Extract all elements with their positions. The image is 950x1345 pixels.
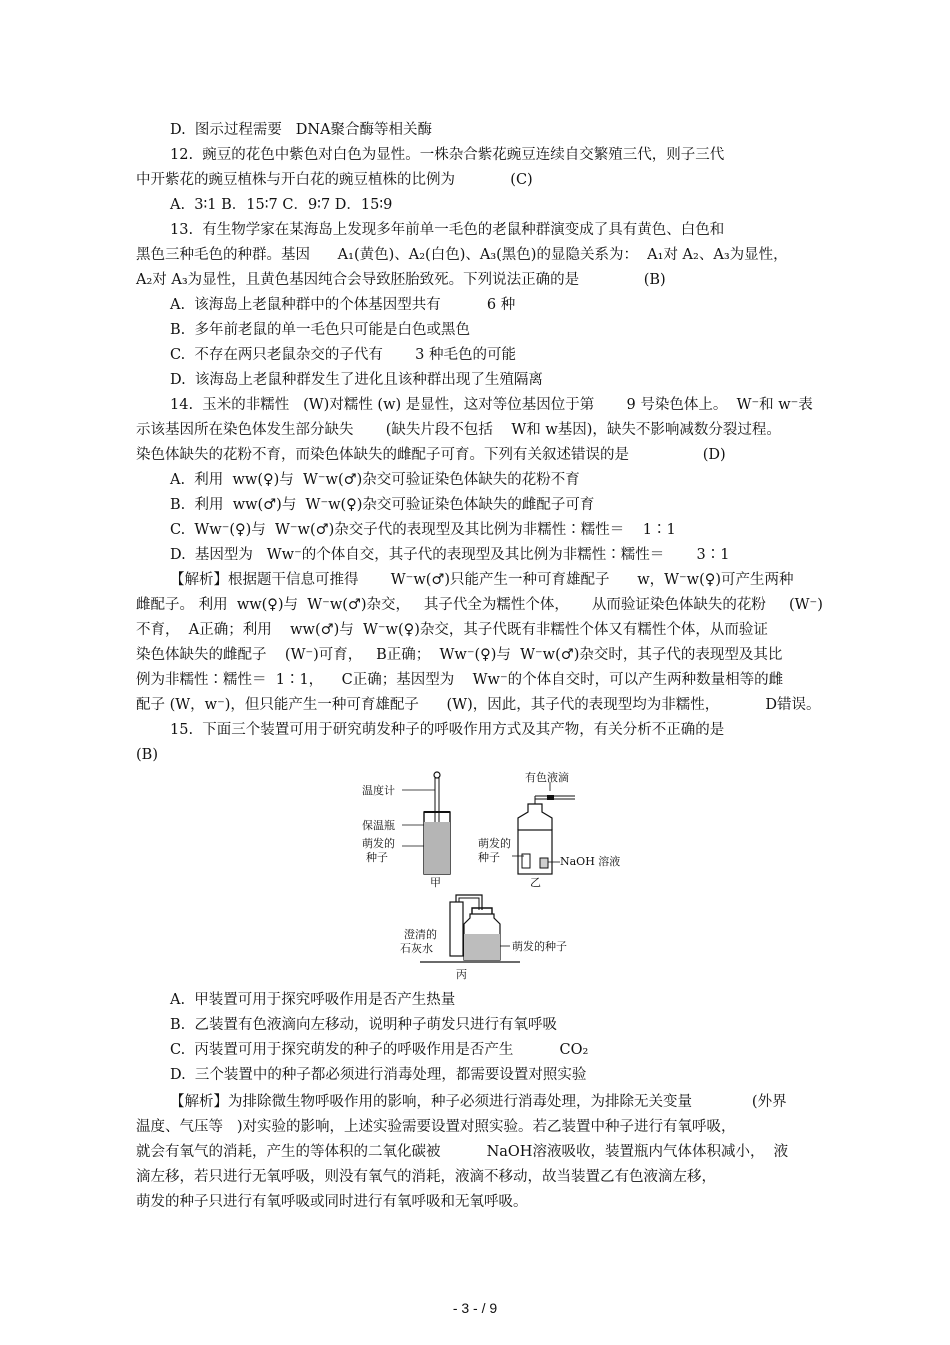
q14-option-c: C. Ww⁻(♀)与 W⁻w(♂)杂交子代的表现型及其比例为非糯性∶糯性＝ 1∶1 xyxy=(170,522,676,538)
label-colored-drop: 有色液滴 xyxy=(525,771,569,784)
label-flask: 保温瓶 xyxy=(362,819,395,832)
label-limewater: 澄清的 xyxy=(404,928,437,941)
q15-analysis-line5: 萌发的种子只进行有氧呼吸或同时进行有氧呼吸和无氧呼吸。 xyxy=(136,1194,528,1210)
q15-stem-line2: (B) xyxy=(136,747,158,763)
apparatus-bing xyxy=(400,895,567,981)
q15-option-b: B. 乙装置有色液滴向左移动，说明种子萌发只进行有氧呼吸 xyxy=(170,1017,557,1033)
q14-option-d: D. 基因型为 Ww⁻的个体自交，其子代的表现型及其比例为非糯性∶糯性＝ 3∶1 xyxy=(170,547,730,563)
caption-yi: 乙 xyxy=(530,876,541,889)
label-yi-seeds: 萌发的 xyxy=(478,837,511,850)
q12-options: A. 3∶1 B．15∶7 C．9∶7 D．15∶9 xyxy=(170,197,393,213)
q12-stem-line2: 中开紫花的豌豆植株与开白花的豌豆植株的比例为 (C) xyxy=(136,172,533,188)
q15-analysis-line2: 温度、气压等 )对实验的影响，上述实验需要设置对照实验。若乙装置中种子进行有氧呼吸， xyxy=(136,1119,736,1135)
q13-stem-line1: 13. 有生物学家在某海岛上发现多年前单一毛色的老鼠种群演变成了具有黄色、白色和 xyxy=(170,222,725,238)
q13-stem-line3: A₂对 A₃为显性，且黄色基因纯合会导致胚胎致死。下列说法正确的是 (B) xyxy=(136,272,666,288)
label-thermometer: 温度计 xyxy=(362,784,395,797)
q15-analysis-line3: 就会有氧气的消耗，产生的等体积的二氧化碳被 NaOH溶液吸收，装置瓶内气体体积减小， 液 xyxy=(136,1144,789,1160)
q15-stem-line1: 15. 下面三个装置可用于研究萌发种子的呼吸作用方式及其产物，有关分析不正确的是 xyxy=(170,722,725,738)
q14-analysis-line6: 配子 (W，w⁻)，但只能产生一种可育雄配子 (W)，因此，其子代的表现型均为非糯性， D错误。 xyxy=(136,697,821,713)
q13-option-b: B. 多年前老鼠的单一毛色只可能是白色或黑色 xyxy=(170,322,470,338)
caption-bing: 丙 xyxy=(456,968,467,981)
q15-analysis-line1: 【解析】为排除微生物呼吸作用的影响，种子必须进行消毒处理，为排除无关变量 (外界 xyxy=(170,1094,787,1110)
q14-stem-line3: 染色体缺失的花粉不育，而染色体缺失的雌配子可育。下列有关叙述错误的是 (D) xyxy=(136,447,726,463)
q14-option-a: A. 利用 ww(♀)与 W⁻w(♂)杂交可验证染色体缺失的花粉不育 xyxy=(170,472,580,488)
label-limewater2: 石灰水 xyxy=(400,942,433,955)
q14-analysis-line3: 不育， A正确；利用 ww(♂)与 W⁻w(♀)杂交，其子代既有非糯性个体又有糯性个体，从而验证 xyxy=(136,622,768,638)
q12-stem-line1: 12. 豌豆的花色中紫色对白色为显性。一株杂合紫花豌豆连续自交繁殖三代，则子三代 xyxy=(170,147,725,163)
q14-analysis-line1: 【解析】根据题干信息可推得 W⁻w(♂)只能产生一种可育雄配子 w，W⁻w(♀)可产生两种 xyxy=(170,572,794,588)
q15-analysis-line4: 滴左移，若只进行无氧呼吸，则没有氧气的消耗，液滴不移动，故当装置乙有色液滴左移， xyxy=(136,1169,716,1185)
q14-analysis-line2: 雌配子。 利用 ww(♀)与 W⁻w(♂)杂交， 其子代全为糯性个体， 从而验证染色体缺失的花粉 (W⁻) xyxy=(136,597,823,613)
apparatus-jia xyxy=(362,772,450,889)
q14-stem-line1: 14. 玉米的非糯性 (W)对糯性 (w) 是显性，这对等位基因位于第 9 号染色体上。 W⁻和 w⁻表 xyxy=(170,397,813,413)
label-jia-seeds: 萌发的 xyxy=(362,837,395,850)
q13-stem-line2: 黑色三种毛色的种群。基因 A₁(黄色)、A₂(白色)、A₃(黑色)的显隐关系为： A₁对 A₂、A₃为显性， xyxy=(136,247,788,263)
q13-option-a: A. 该海岛上老鼠种群中的个体基因型共有 6 种 xyxy=(170,297,516,313)
label-bing-seeds: 萌发的种子 xyxy=(512,940,567,953)
label-jia-seeds2: 种子 xyxy=(366,851,388,864)
label-yi-seeds2: 种子 xyxy=(478,851,500,864)
q13-option-c: C. 不存在两只老鼠杂交的子代有 3 种毛色的可能 xyxy=(170,347,517,363)
q14-option-b: B. 利用 ww(♂)与 W⁻w(♀)杂交可验证染色体缺失的雌配子可育 xyxy=(170,497,595,513)
q15-option-c: C. 丙装置可用于探究萌发的种子的呼吸作用是否产生 CO₂ xyxy=(170,1042,589,1058)
q13-option-d: D. 该海岛上老鼠种群发生了进化且该种群出现了生殖隔离 xyxy=(170,372,543,388)
q14-analysis-line5: 例为非糯性∶糯性＝ 1∶1， C正确；基因型为 Ww⁻的个体自交时，可以产生两种数量相等的雌 xyxy=(136,672,784,688)
page-number: - 3 - / 9 xyxy=(452,1300,498,1316)
experiment-apparatus-figure xyxy=(360,768,620,983)
q14-analysis-line4: 染色体缺失的雌配子 (W⁻)可育， B正确； Ww⁻(♀)与 W⁻w(♂)杂交时，其子代的表现型及其比 xyxy=(136,647,783,663)
q15-option-d: D. 三个装置中的种子都必须进行消毒处理，都需要设置对照实验 xyxy=(170,1067,587,1083)
caption-jia: 甲 xyxy=(430,876,441,889)
q14-stem-line2: 示该基因所在染色体发生部分缺失 (缺失片段不包括 W和 w基因)，缺失不影响减数分裂过程。 xyxy=(136,422,781,438)
apparatus-yi xyxy=(478,770,620,889)
q11-option-d: D. 图示过程需要 DNA聚合酶等相关酶 xyxy=(170,122,433,138)
q15-option-a: A. 甲装置可用于探究呼吸作用是否产生热量 xyxy=(170,992,456,1008)
label-naoh: NaOH 溶液 xyxy=(560,855,620,868)
